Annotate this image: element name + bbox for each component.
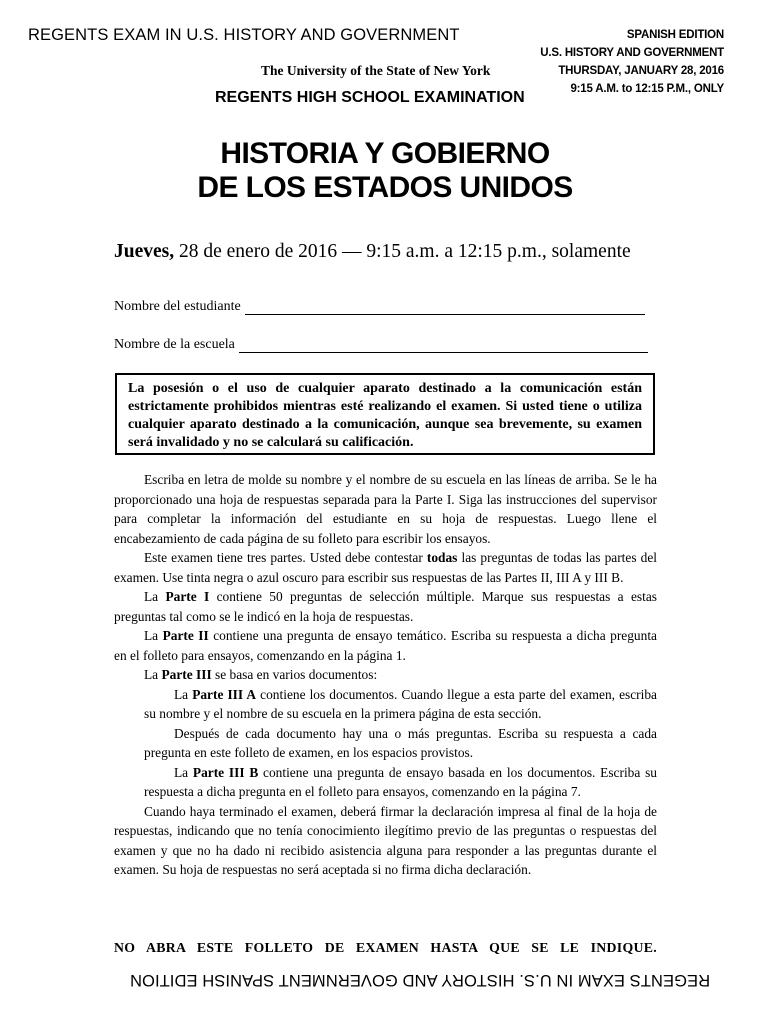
subject-label: U.S. HISTORY AND GOVERNMENT: [540, 47, 724, 59]
instruction-paragraph: [114, 626, 657, 665]
exam-date-en: THURSDAY, JANUARY 28, 2016: [558, 65, 724, 77]
do-not-open-notice: NO ABRA ESTE FOLLETO DE EXAMEN HASTA QUE SE LE INDIQUE.: [114, 940, 657, 955]
exam-day: Jueves,: [114, 241, 175, 262]
part-name: Parte III: [161, 667, 212, 682]
instruction-paragraph: Escriba en letra de molde su nombre y el nombre de su escuela en las líneas de arriba. Se le ha proporcionado una hoja de respuestas separada para la Parte I. Siga las instrucciones del supervisor para completar la información del estudiante en su hoja de respuestas. Luego llene el encabezamiento de cada página de su folleto para escribir los ensayos.: [114, 472, 657, 546]
text-run: La: [144, 589, 166, 604]
school-name-field: [114, 337, 648, 353]
title-line-1: HISTORIA Y GOBIERNO: [220, 137, 550, 170]
student-name-label: Nombre del estudiante: [114, 299, 241, 314]
instruction-paragraph: [114, 665, 657, 685]
text-run: contiene una pregunta de ensayo basada en los documentos. Escriba su respuesta a dicha pregunta en el folleto para ensayos, comenzando en la página 7.: [144, 764, 657, 799]
text-run: La: [174, 764, 193, 780]
edition-info: [540, 26, 724, 98]
text-run: contiene 50 preguntas de selección múltiple. Marque sus respuestas a estas preguntas tal como se le indicó en la hoja de respuestas.: [114, 589, 657, 624]
school-name-label: Nombre de la escuela: [114, 337, 235, 352]
warning-text: La posesión o el uso de cualquier aparato destinado a la comunicación están estrictamente prohibidos mientras esté realizando el examen. Si usted tiene o utiliza cualquier aparato destinado a la comunicación, aunque sea brevemente, su examen será invalidado y no se calculará su calificación.: [128, 381, 642, 450]
page-title: [0, 137, 770, 205]
instruction-subparagraph: Después de cada documento hay una o más preguntas. Escriba su respuesta a cada pregunta en este folleto de examen, en los espacios provistos.: [144, 725, 657, 760]
text-run: La: [144, 628, 163, 643]
exam-title-header: REGENTS EXAM IN U.S. HISTORY AND GOVERNMENT: [28, 26, 460, 44]
instruction-subparagraph: [114, 763, 657, 802]
part-name: Parte II: [162, 628, 209, 643]
school-name-line[interactable]: [239, 340, 648, 353]
student-name-line[interactable]: [245, 302, 645, 315]
university-name: The University of the State of New York: [261, 63, 491, 78]
student-name-field: [114, 299, 645, 315]
exam-type: REGENTS HIGH SCHOOL EXAMINATION: [215, 89, 525, 106]
exam-date-time: 28 de enero de 2016 — 9:15 a.m. a 12:15 p.m., solamente: [174, 241, 631, 262]
text-run: La: [144, 667, 162, 682]
part-name: Parte I: [165, 589, 210, 604]
instruction-paragraph: [114, 587, 657, 626]
emphasis: todas: [426, 550, 458, 565]
text-run: se basa en varios documentos:: [211, 667, 378, 682]
instruction-subparagraph: [114, 685, 657, 724]
part-name: Parte III B: [192, 764, 259, 780]
exam-time-en: 9:15 A.M. to 12:15 P.M., ONLY: [570, 83, 724, 95]
text-run: contiene los documentos. Cuando llegue a esta parte del examen, escriba su nombre y el nombre de su escuela en la primera página de esta sección.: [144, 686, 657, 721]
part-name: Parte III A: [192, 686, 257, 702]
instruction-paragraph: [114, 548, 657, 587]
text-run: La: [174, 686, 193, 702]
text-run: Este examen tiene tres partes. Usted debe contestar: [144, 550, 427, 565]
exam-date-line: [114, 241, 631, 263]
warning-box: [115, 373, 655, 455]
footer-flipped-title: REGENTS EXAM IN U.S. HISTORY AND GOVERNMENT SPANISH EDITION: [129, 971, 711, 989]
title-line-2: DE LOS ESTADOS UNIDOS: [197, 171, 573, 204]
text-run: las preguntas de todas las partes del examen. Use tinta negra o azul oscuro para escribir sus respuestas de las Partes II, III A y III B.: [114, 550, 658, 585]
text-run: contiene una pregunta de ensayo temático. Escriba su respuesta a dicha pregunta en el folleto para ensayos, comenzando en la página 1.: [114, 628, 657, 663]
edition-label: SPANISH EDITION: [626, 29, 724, 41]
instruction-paragraph: Cuando haya terminado el examen, deberá firmar la declaración impresa al final de la hoja de respuestas, indicando que no tenía conocimiento ilegítimo previo de las preguntas o respuestas del examen y que no ha dado ni recibido asistencia alguna para responder a las preguntas durante el examen. Su hoja de respuestas no será aceptada si no firma dicha declaración.: [114, 803, 657, 877]
instructions: [114, 470, 657, 880]
